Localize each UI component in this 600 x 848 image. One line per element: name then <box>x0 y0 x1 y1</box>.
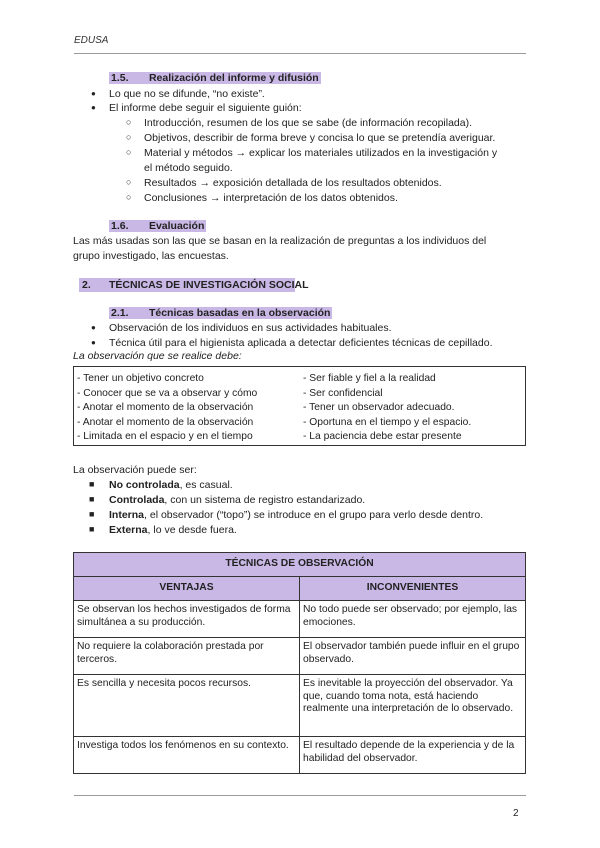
requirement-item: - Ser confidencial <box>303 387 383 399</box>
list-item: ● Lo que no se difunde, “no existe”. <box>109 88 265 100</box>
column-header-ventajas: VENTAJAS <box>74 577 300 601</box>
header-title: EDUSA <box>74 35 109 46</box>
term-desc: , con un sistema de registro estandarizado. <box>164 494 366 506</box>
requirement-item: - Conocer que se va a observar y cómo <box>77 387 258 399</box>
page-number: 2 <box>513 808 519 819</box>
list-item <box>109 524 237 536</box>
requirement-item: - Limitada en el espacio y en el tiempo <box>77 431 253 443</box>
term-desc: , es casual. <box>179 479 233 491</box>
section-1-6-heading <box>109 220 206 232</box>
sub-list-item: ○ Conclusiones → interpretación de los datos obtenidos. <box>144 192 398 204</box>
sub-list-item: ○ Introducción, resumen de los que se sabe (de información recopilada). <box>144 117 472 129</box>
paragraph-line: Las más usadas son las que se basan en la realización de preguntas a los individuos del <box>73 235 487 247</box>
table-row <box>74 737 526 774</box>
table-cell: Es inevitable la proyección del observador. Ya que, cuando toma nota, está haciendo realmente una interpretación de lo observado. <box>300 675 526 737</box>
observation-table <box>73 552 526 774</box>
sub-list-item: ○ Objetivos, describir de forma breve y concisa lo que se pretendía averiguar. <box>144 132 495 144</box>
table-cell: Investiga todos los fenómenos en su contexto. <box>74 737 300 774</box>
term: Interna <box>109 509 145 521</box>
section-title: TÉCNICAS DE INVESTIGACIÓN SOCIAL <box>109 279 309 291</box>
requirement-item: - Ser fiable y fiel a la realidad <box>303 373 436 384</box>
section-number: 1.5. <box>111 72 129 84</box>
requirement-item: - Oportuna en el tiempo y el espacio. <box>303 416 472 428</box>
term: Externa <box>109 524 148 536</box>
sub-list-item-cont: el método seguido. <box>144 162 233 174</box>
table-cell: Es sencilla y necesita pocos recursos. <box>74 675 300 737</box>
requirement-item: - La paciencia debe estar presente <box>303 431 462 443</box>
list-item <box>109 494 365 506</box>
types-intro: La observación puede ser: <box>73 464 197 476</box>
requirements-left <box>77 372 257 445</box>
term: No controlada <box>109 479 180 491</box>
term-desc: , el observador (“topo”) se introduce en el grupo para verlo desde dentro. <box>144 509 484 521</box>
table-row <box>74 638 526 675</box>
list-item: ● El informe debe seguir el siguiente guión: <box>109 102 302 114</box>
list-item: ● Observación de los individuos en sus actividades habituales. <box>109 322 392 334</box>
requirements-box <box>73 366 526 446</box>
term-desc: , lo ve desde fuera. <box>147 524 237 536</box>
section-title: Técnicas basadas en la observación <box>148 307 331 319</box>
requirements-right <box>303 372 471 445</box>
table-cell: No todo puede ser observado; por ejemplo, las emociones. <box>300 601 526 638</box>
section-number: 2. <box>82 279 91 291</box>
section-2-1-heading <box>109 307 332 319</box>
header-rule <box>74 53 526 54</box>
section-2-heading <box>79 278 309 292</box>
table-title: TÉCNICAS DE OBSERVACIÓN <box>74 553 526 577</box>
requirement-item: - Tener un observador adecuado. <box>303 402 455 414</box>
table-row <box>74 675 526 737</box>
section-number: 1.6. <box>111 220 129 232</box>
section-title: Evaluación <box>148 220 205 232</box>
table-cell: No requiere la colaboración prestada por terceros. <box>74 638 300 675</box>
table-cell: El resultado depende de la experiencia y de la habilidad del observador. <box>300 737 526 774</box>
paragraph-line: grupo investigado, las encuestas. <box>73 250 229 262</box>
column-header-inconvenientes: INCONVENIENTES <box>300 577 526 601</box>
list-item <box>109 479 233 491</box>
table-row <box>74 601 526 638</box>
section-number: 2.1. <box>111 307 129 319</box>
sub-list-item: ○ Resultados → exposición detallada de los resultados obtenidos. <box>144 177 442 189</box>
requirement-item: - Anotar el momento de la observación <box>77 402 254 414</box>
list-item: ● Técnica útil para el higienista aplicada a detectar deficientes técnicas de cepillado. <box>109 337 492 349</box>
list-item <box>109 509 483 521</box>
requirement-item: - Tener un objetivo concreto <box>77 373 204 384</box>
requirement-item: - Anotar el momento de la observación <box>77 416 254 428</box>
sub-list-item: ○ Material y métodos → explicar los materiales utilizados en la investigación y <box>144 147 497 159</box>
footer-rule <box>74 795 526 796</box>
section-title: Realización del informe y difusión <box>148 72 319 84</box>
section-1-5-heading <box>109 72 321 84</box>
box-intro: La observación que se realice debe: <box>73 350 242 362</box>
table-cell: El observador también puede influir en el grupo observado. <box>300 638 526 675</box>
term: Controlada <box>109 494 165 506</box>
table-cell: Se observan los hechos investigados de forma simultánea a su producción. <box>74 601 300 638</box>
